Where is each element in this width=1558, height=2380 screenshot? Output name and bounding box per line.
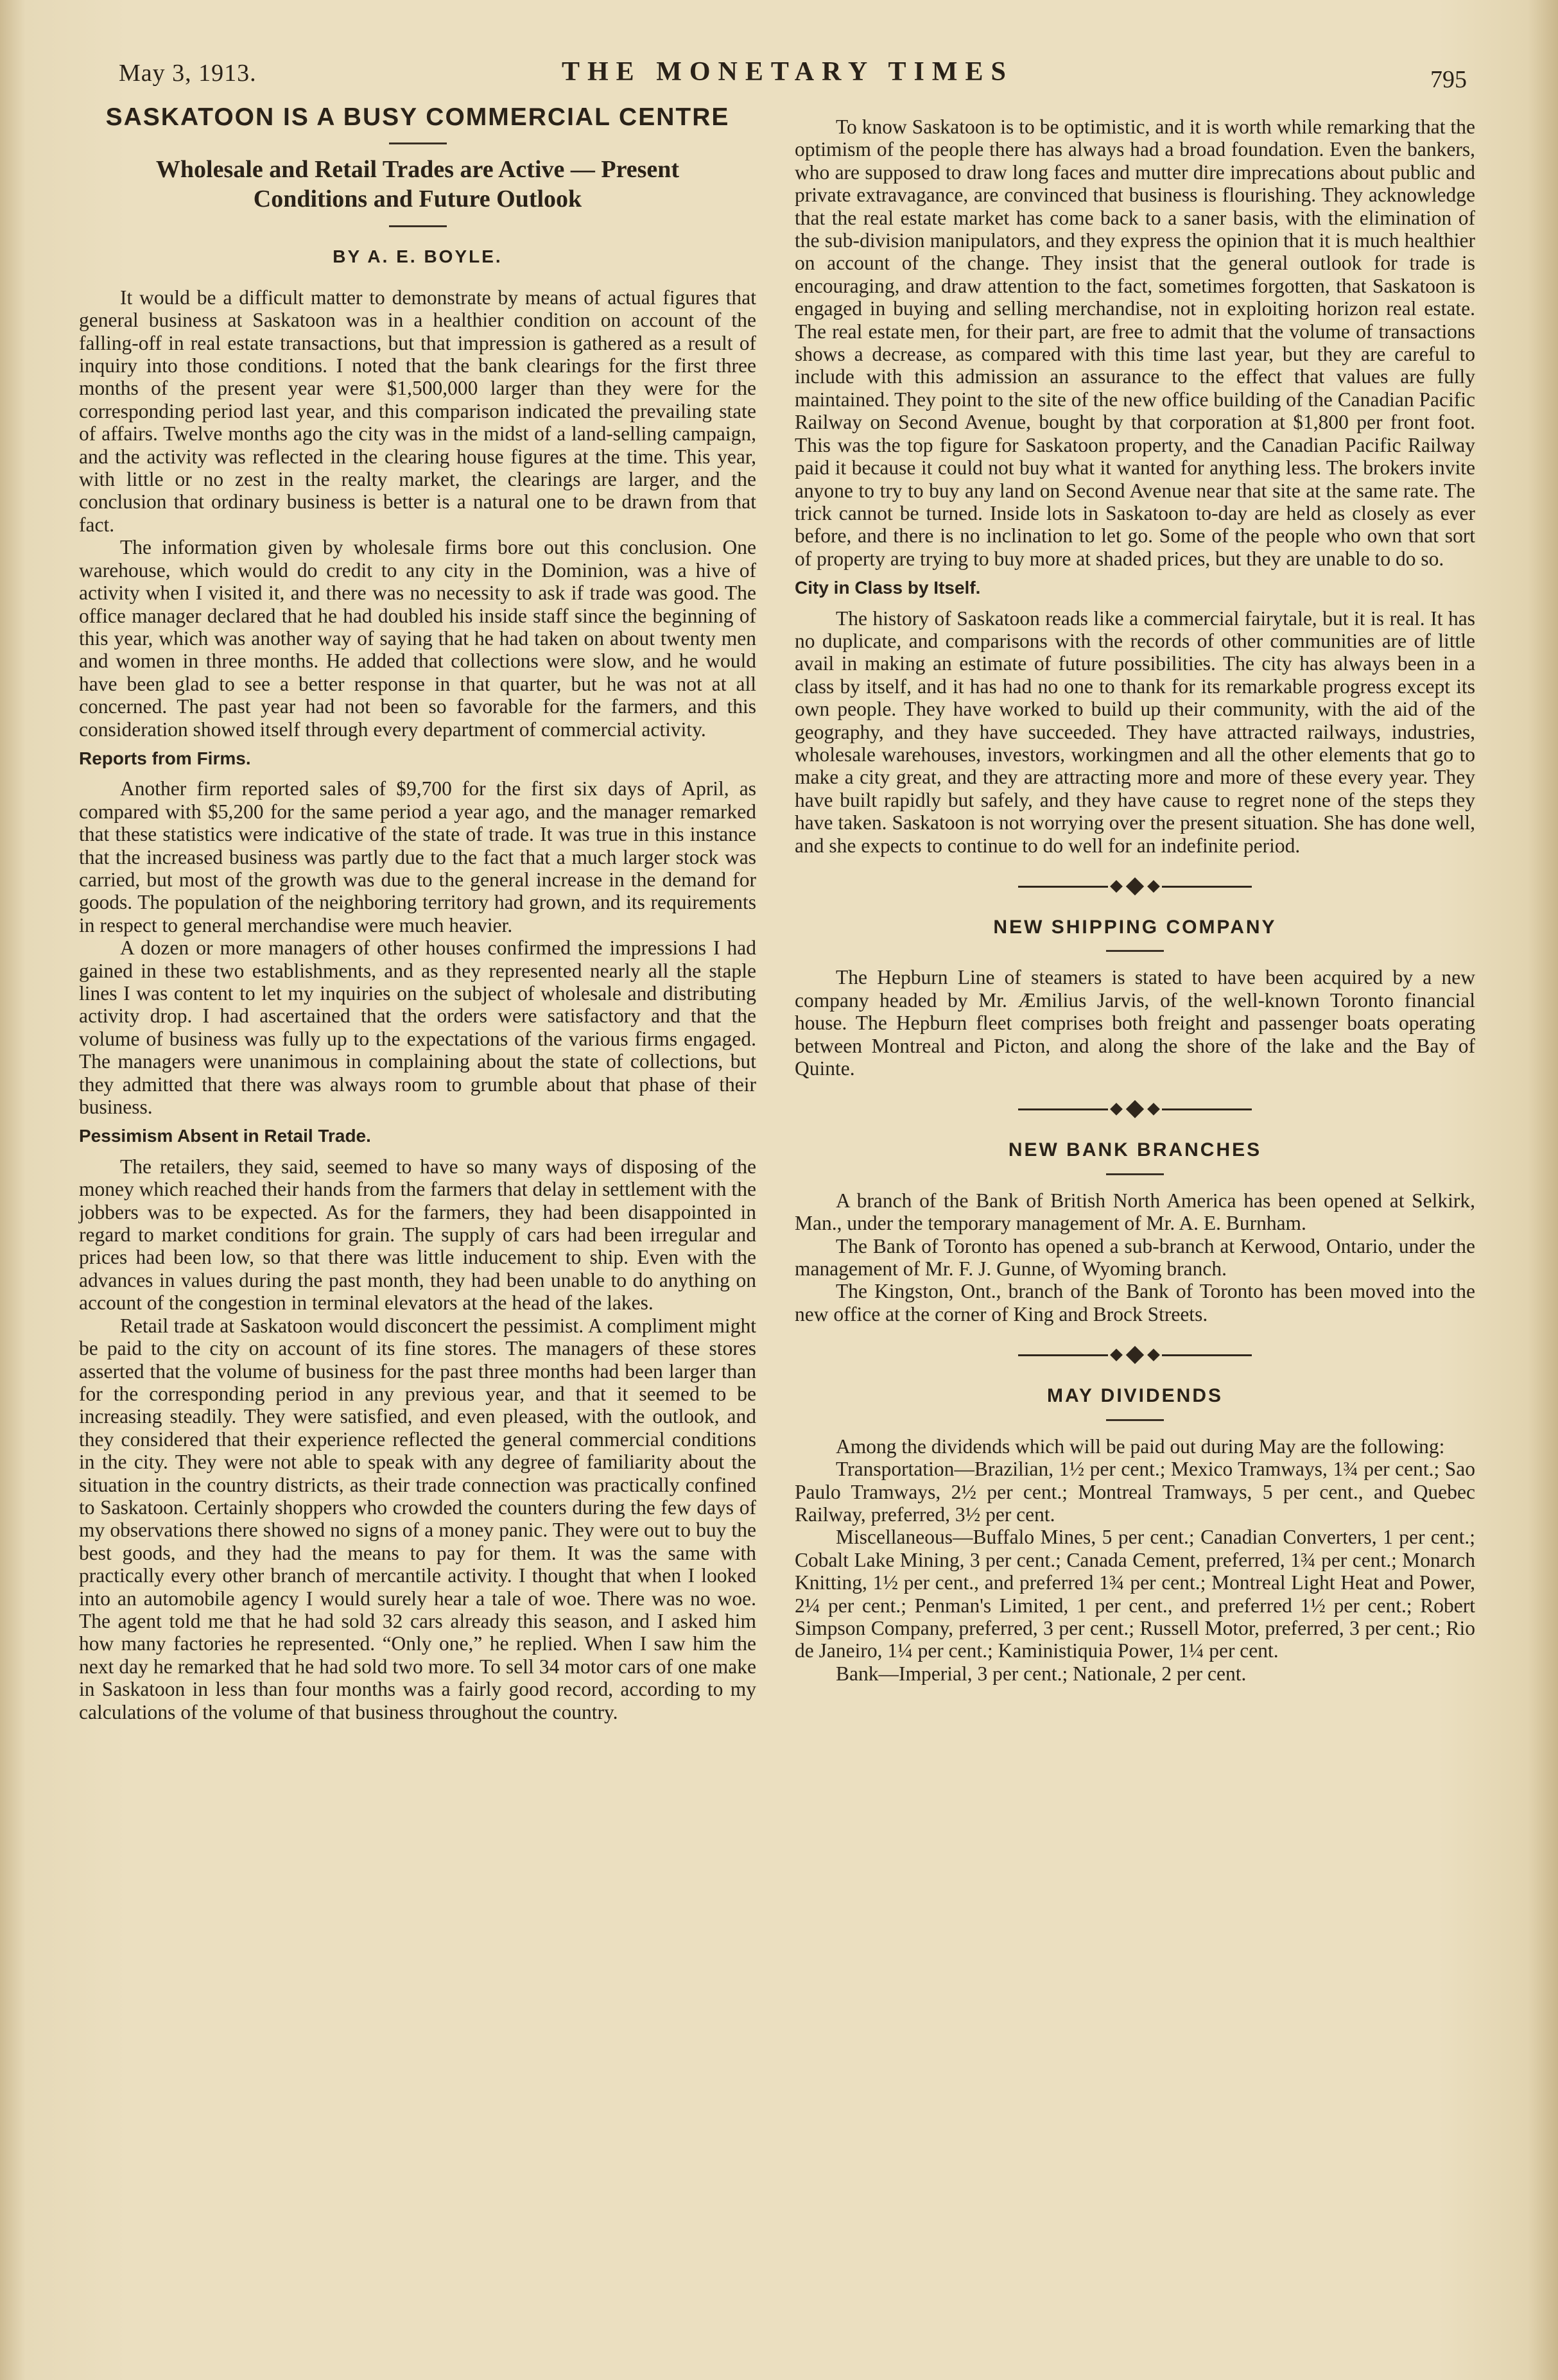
article-paragraph: Retail trade at Saskatoon would disconcert the pessimist. A compliment might be paid to the city on account of its fine stores. The managers of these stores asserted that the volume of business for the past three months had been larger than for the corresponding period in any previous year, and that it seemed to be increasing steadily. They were satisfied, and even pleased, with the outlook, and they considered that their experience reflected the general commercial conditions in the city. They were not able to speak with any degree of familiarity about the situation in the country districts, as their trade connection was practically confined to Saskatoon. Certainly shoppers who crowded the counters during the few days of my observations there showed no signs of a money panic. They were out to buy the best goods, and they had the means to pay for them. It was the same with practically every other branch of mercantile activity. I thought that when I looked into an automobile agency I would surely hear a tale of woe. There was no woe. The agent told me that he had sold 32 cars already this season, and I asked him how many factories he represented. “Only one,” he replied. When I saw him the next day he remarked that he had sold two more. To sell 34 motor cars of one make in Saskatoon in less than four months was a fairly good record, according to my calculations of the volume of that business throughout the country. <box>79 1314 756 1723</box>
ornament-divider <box>795 1349 1475 1361</box>
article-paragraph: The information given by wholesale firms bore out this conclusion. One warehouse, which would do credit to any city in the Dominion, was a hive of activity when I visited it, and there was no necessity to ask if trade was good. The office manager declared that he had doubled his inside staff since the beginning of this year, which was another way of saying that he had taken on about twenty men and women in three months. He added that collections were slow, and he would have been glad to see a better response in that quarter, but he was not at all concerned. The past year had not been so favorable for the farmers, and this consideration showed itself through every department of commercial activity. <box>79 536 756 741</box>
journal-title: THE MONETARY TIMES <box>562 57 1014 87</box>
article-paragraph: It would be a difficult matter to demonstrate by means of actual figures that general business at Saskatoon was in a healthier condition on account of the falling-off in real estate transactions, but that impression is gathered as a result of inquiry into those conditions. I noted that the bank clearings for the first three months of the present year were $1,500,000 larger than they were for the corresponding period last year, and this comparison indicated the prevailing state of affairs. Twelve months ago the city was in the midst of a land-selling campaign, and the activity was reflected in the clearing house figures at the time. This year, with little or no zest in the realty market, the clearings are larger, and the conclusion that ordinary business is better is a natural one to be drawn from that fact. <box>79 286 756 536</box>
issue-date: May 3, 1913. <box>119 60 257 87</box>
section-heading-reports: Reports from Firms. <box>79 748 251 768</box>
bank-branch-paragraph: The Bank of Toronto has opened a sub-branch at Kerwood, Ontario, under the management of Mr. F. J. Gunne, of Wyoming branch. <box>795 1234 1475 1281</box>
title-rule <box>389 142 447 144</box>
article-paragraph: To know Saskatoon is to be optimistic, and it is worth while remarking that the optimism of the people there has always had a broad foundation. Even the bankers, who are supposed to draw long faces and mutter dire imprecations about public and private extravagance, are convinced that business is flourishing. They acknowledge that the real estate market has come back to a saner basis, with the elimination of the sub-division manipulators, and they express the opinion that it is much healthier on account of the change. They insist that the general outlook for trade is encouraging, and draw attention to the fact, sometimes forgotten, that Saskatoon is engaged in buying and selling merchandise, not in exploiting horizon real estate. The real estate men, for their part, are free to admit that the volume of transactions shows a decrease, as compared with this time last year, but they are careful to include with this admission an assurance to the effect that values are fully maintained. They point to the site of the new office building of the Canadian Pacific Railway on Second Avenue, bought by that corporation at $1,800 per front foot. This was the top figure for Saskatoon property, and the Canadian Pacific Railway paid it because it could not buy what it wanted for anything less. The brokers invite anyone to try to buy any land on Second Avenue near that site at the same rate. The trick cannot be turned. Inside lots in Saskatoon to-day are held as closely as ever before, and there is no inclination to let go. Some of the people who own that sort of property are trying to buy more at shaded prices, but they are unable to do so. <box>795 116 1475 570</box>
section-heading-city: City in Class by Itself. <box>795 578 981 598</box>
ornament-divider <box>795 1103 1475 1116</box>
bank-branch-paragraph: The Kingston, Ont., branch of the Bank of Toronto has been moved into the new office at the corner of King and Brock Streets. <box>795 1280 1475 1325</box>
ornament-divider <box>795 880 1475 893</box>
shipping-paragraph: The Hepburn Line of steamers is stated to have been acquired by a new company headed by Mr. Æmilius Jarvis, of the well-known Toronto financial house. The Hepburn fleet comprises both freight and passenger boats operating between Montreal and Picton, and along the shore of the lake and the Bay of Quinte. <box>795 966 1475 1080</box>
article-title: SASKATOON IS A BUSY COMMERCIAL CENTRE <box>105 103 730 131</box>
bank-branches-title: NEW BANK BRANCHES <box>1008 1139 1262 1161</box>
page-header <box>119 56 1467 101</box>
article-paragraph: The retailers, they said, seemed to have so many ways of disposing of the money which reached their hands from the farmers that delay in settlement with the jobbers was to be expected. As for the farmers, they had been disappointed in regard to market conditions for grain. The supply of cars had been irregular and prices had been low, so that there was little inducement to ship. Even with the advances in values during the past month, they had been unable to do anything on account of the congestion in terminal elevators at the head of the lakes. <box>79 1155 756 1315</box>
dividends-paragraph: Bank—Imperial, 3 per cent.; Nationale, 2 per cent. <box>836 1662 1247 1685</box>
dividends-paragraph: Among the dividends which will be paid out during May are the following: <box>836 1435 1445 1458</box>
byline: BY A. E. BOYLE. <box>333 246 503 267</box>
left-column <box>79 103 756 1723</box>
dividends-title: MAY DIVIDENDS <box>1046 1385 1224 1407</box>
article-paragraph: Another firm reported sales of $9,700 for the first six days of April, as compared with $5,200 for the same period a year ago, and the manager remarked that these statistics were indicative of the state of trade. It was true in this instance that the increased business was partly due to the fact that a much larger stock was carried, but most of the growth was due to the general increase in the demand for goods. The population of the neighboring territory had grown, and its requirements in respect to general merchandise were much heavier. <box>79 777 756 936</box>
subtitle-rule <box>389 225 447 227</box>
article-subtitle: Wholesale and Retail Trades are Active — Present Conditions and Future Outlook <box>155 156 680 213</box>
page-number: 795 <box>1430 66 1467 93</box>
dividends-paragraph: Miscellaneous—Buffalo Mines, 5 per cent.; Canadian Converters, 1 per cent.; Cobalt Lake Mining, 3 per cent.; Canada Cement, preferred, 1¾ per cent.; Monarch Knitting, 1½ per cent., and preferred 1¾ per cent.; Montreal Light Heat and Power, 2¼ per cent.; Penman's Limited, 1 per cent., and preferred 1½ per cent.; Robert Simpson Company, preferred, 3 per cent.; Russell Motor, preferred, 3 per cent.; Rio de Janeiro, 1¼ per cent.; Kaministiquia Power, 1¼ per cent. <box>795 1526 1475 1662</box>
right-column <box>795 116 1475 1685</box>
bank-branch-paragraph: A branch of the Bank of British North America has been opened at Selkirk, Man., under the temporary management of Mr. A. E. Burnham. <box>795 1189 1475 1235</box>
article-paragraph: A dozen or more managers of other houses confirmed the impressions I had gained in these two establishments, and as they represented nearly all the staple lines I was content to let my inquiries on the subject of wholesale and distributing activity drop. I had ascertained that the orders were satisfactory and that the volume of business was fully up to the expectations of the various firms engaged. The managers were unanimous in complaining about the state of collections, but they admitted that there was always room to grumble about that phase of their business. <box>79 936 756 1119</box>
dividends-paragraph: Transportation—Brazilian, 1½ per cent.; Mexico Tramways, 1¾ per cent.; Sao Paulo Tramways, 2½ per cent.; Montreal Tramways, 5 per cent., and Quebec Railway, preferred, 3½ per cent. <box>795 1458 1475 1526</box>
shipping-title: NEW SHIPPING COMPANY <box>993 917 1277 938</box>
section-heading-pessimism: Pessimism Absent in Retail Trade. <box>79 1126 371 1146</box>
article-paragraph: The history of Saskatoon reads like a commercial fairytale, but it is real. It has no duplicate, and comparisons with the records of other communities are of little avail in making an estimate of future possibilities. The city has always been in a class by itself, and it has had no one to thank for its remarkable progress except its own people. They have worked to build up their community, with the aid of the geography, and they have succeeded. They have attracted railways, industries, wholesale warehouses, investors, workingmen and all the other elements that go to make a city great, and they are attracting more and more of these every year. They have built rapidly but safely, and they have cause to regret none of the steps they have taken. Saskatoon is not worrying over the present situation. She has done well, and she expects to continue to do well for an indefinite period. <box>795 607 1475 857</box>
